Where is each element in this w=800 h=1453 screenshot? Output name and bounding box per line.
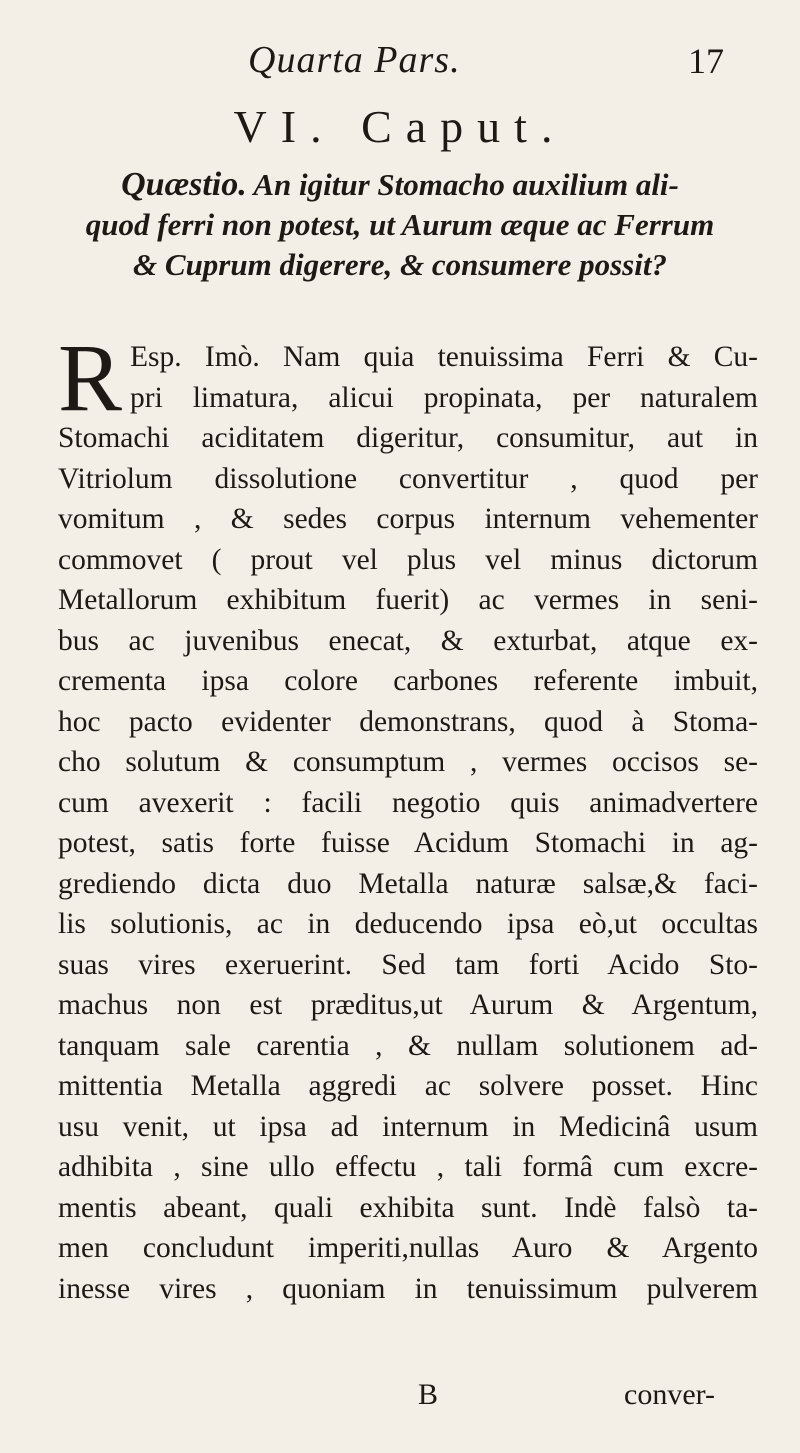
running-head <box>0 38 800 88</box>
text-line: grediendo dicta duo Metalla naturæ salsæ,& faci- <box>58 867 758 900</box>
running-title: Quarta Pars. <box>248 39 461 81</box>
text-line: Stomachi aciditatem digeritur, consumitur, aut in <box>58 422 758 454</box>
text-line: Esp. Imò. Nam quia tenuissima Ferri & Cu- <box>130 341 758 373</box>
question-heading <box>60 165 740 285</box>
question-line: & Cuprum digerere, & consumere possit? <box>133 247 667 282</box>
question-line: quod ferri non potest, ut Aurum æque ac Ferrum <box>85 207 715 242</box>
text-line: mittentia Metalla aggredi ac solvere posset. Hinc <box>58 1070 758 1102</box>
text-line: hoc pacto evidenter demonstrans, quod à Stoma- <box>58 705 758 738</box>
text-line: pri limatura, alicui propinata, per naturalem <box>130 381 758 414</box>
body-text <box>58 324 758 1309</box>
text-line: inesse vires , quoniam in tenuissimum pulverem <box>58 1272 758 1305</box>
text-line: cum avexerit : facili negotio quis animadvertere <box>58 786 758 819</box>
page-number: 17 <box>688 41 724 81</box>
text-line: machus non est præditus,ut Aurum & Argentum, <box>58 989 758 1021</box>
text-line: cho solutum & consumptum , vermes occisos se- <box>58 746 758 778</box>
text-line: potest, satis forte fuisse Acidum Stomachi in ag- <box>58 827 758 859</box>
catchword: conver- <box>624 1378 716 1411</box>
signature-mark: B <box>418 1378 439 1411</box>
text-line: commovet ( prout vel plus vel minus dictorum <box>58 543 758 576</box>
text-line: vomitum , & sedes corpus internum vehementer <box>58 503 758 535</box>
text-line: Vitriolum dissolutione convertitur , quod per <box>58 462 758 495</box>
question-line-text: An igitur Stomacho auxilium ali- <box>253 167 679 202</box>
text-line: bus ac juvenibus enecat, & exturbat, atque ex- <box>58 624 758 657</box>
catchline <box>0 1378 800 1418</box>
text-line: tanquam sale carentia , & nullam solutionem ad- <box>58 1029 758 1062</box>
text-line: suas vires exeruerint. Sed tam forti Acido Sto- <box>58 948 758 981</box>
text-line: Metallorum exhibitum fuerit) ac vermes in seni- <box>58 584 758 616</box>
text-line: usu venit, ut ipsa ad internum in Medicinâ usum <box>58 1110 758 1143</box>
question-line <box>60 165 740 205</box>
text-line: crementa ipsa colore carbones referente imbuit, <box>58 665 758 697</box>
drop-cap: R <box>58 324 123 431</box>
text-line: lis solutionis, ac in deducendo ipsa eò,ut occultas <box>58 908 758 940</box>
text-line: adhibita , sine ullo effectu , tali formâ cum excre- <box>58 1151 758 1183</box>
question-label: Quæstio. <box>121 166 247 203</box>
text-line: mentis abeant, quali exhibita sunt. Indè falsò ta- <box>58 1191 758 1224</box>
chapter-heading: VI. Caput. <box>233 101 567 152</box>
text-line: men concludunt imperiti,nullas Auro & Argento <box>58 1232 758 1264</box>
